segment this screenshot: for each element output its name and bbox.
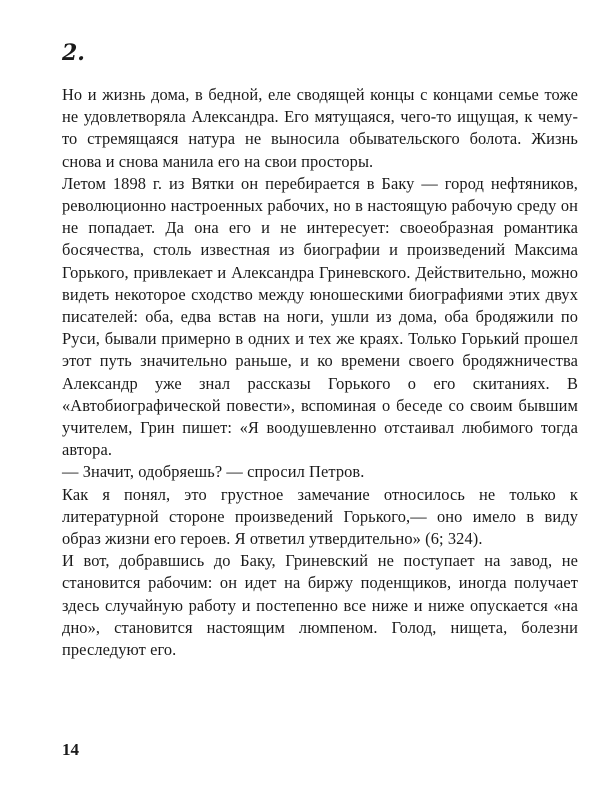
paragraph-4: И вот, добравшись до Баку, Гриневский не поступает на завод, не становится рабочим: он идет на биржу поденщиков, иногда получает здесь случайную работу и постепенно все ниже и ниже опускается «на дно», становится настоящим люмпеном. Голод, нищета, болезни преследуют его. bbox=[62, 551, 578, 660]
paragraph-1: Но и жизнь дома, в бедной, еле сводящей концы с концами семье тоже не удовлетворяла Александра. Его мятущаяся, чего-то ищущая, к чему-то стремящаяся натура не выносила обывательского болота. Жизнь снова и снова манила его на свои просторы. bbox=[62, 85, 578, 171]
chapter-number: 2. bbox=[62, 40, 85, 66]
paragraph-2: Летом 1898 г. из Вятки он перебирается в Баку — город нефтяников, революционно настроенных рабочих, но в настоящую рабочую среду он не попадает. Да она его и не интересует: своеобразная романтика босячества, столь известная из биографии и произведений Максима Горького, привлекает и Александра Гриневского. Действительно, можно видеть некоторое сходство между юношескими биографиями этих двух писателей: оба, едва встав на ноги, ушли из дома, оба бродяжили по Руси, бывали примерно в одних и тех же краях. Только Горький прошел этот путь значительно раньше, и ко времени своего бродяжничества Александр уже знал рассказы Горького о его скитаниях. В «Автобиографической повести», вспоминая о беседе со своим бывшим учителем, Грин пишет: «Я воодушевленно отстаивал любимого тогда автора. bbox=[62, 173, 578, 460]
paragraph-3: Как я понял, это грустное замечание относилось не только к литературной стороне произведений Горького,— оно имело в виду образ жизни его героев. Я ответил утвердительно» (6; 324). bbox=[62, 484, 578, 549]
paragraph-dialog: — Значит, одобряешь? — спросил Петров. bbox=[62, 462, 365, 482]
page-number: 14 bbox=[62, 740, 79, 759]
page-body bbox=[62, 40, 578, 661]
